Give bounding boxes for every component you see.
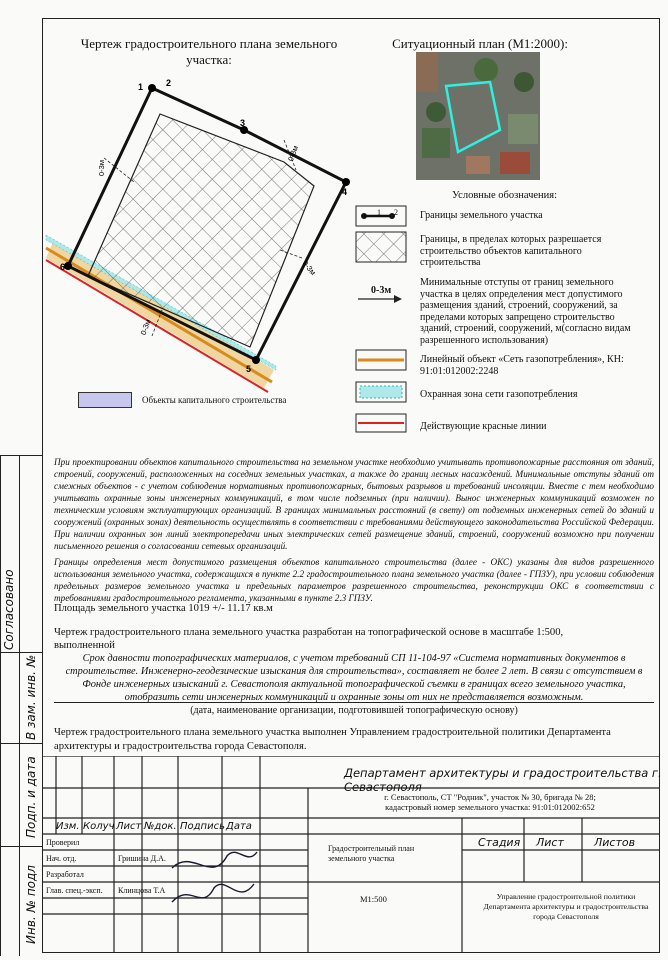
legend-item-5: Охранная зона сети газопотребления [420,389,578,400]
executed-note: Чертеж градостроительного плана земельного участка выполнен Управлением градостроительной политики Департамента архитектуры и градостроительства города Севастополя. [54,727,611,752]
point-label-2: 2 [166,78,172,88]
topo-italic: Срок давности топографических материалов, с учетом требований СП 11-104-97 «Система нормативных документов в строительстве. Инженерно-геодезические изыскания для строительства», составляет не более 2 лет. В связи с отсутствием в Фонде инженерных изысканий г. Севастополя актуальной топографической съемки в границах всего земельного участка, отобразить сети инженерных коммуникаций и охранные зоны от них не представляется возможным. [65,653,643,703]
side-label-sign-date: Подп. и дата [24,756,38,838]
topo-line-2: выполненной [54,640,115,651]
legend-item-1: Границы земельного участка [420,210,543,221]
stamp-name-head: Гришина Д.А. [118,854,166,863]
side-label-agreed: Согласовано [2,569,16,650]
topo-line-1: Чертеж градостроительного плана земельного участка разработан на топографической основе в масштабе 1:500, [54,627,564,638]
stamp-col-izm: Изм. [56,821,80,832]
point-label-4: 4 [342,187,348,197]
legend-item-3: Минимальные отступы от границ земельного участка в целях определения мест допустимого размещения зданий, строений, сооружений, за пределами которых запрещено строительство зданий, строений, сооружений, м(согласно видам разрешенного использования) [420,277,631,346]
point-label-5: 5 [246,364,252,374]
stamp-col-list: Лист [116,821,142,832]
stamp-stage: Стадия [478,836,521,849]
legend-item-4: Линейный объект «Сеть газопотребления», КН: 91:01:012002:2248 [420,354,624,377]
stamp-cadastral: кадастровый номер земельного участка: 91:01:012002:652 [385,802,595,812]
stamp-col-koluch: Колуч [83,821,115,832]
point-label-1: 1 [138,82,144,92]
capital-objects-swatch [78,392,132,408]
offset-label-1: 0-3м [97,160,106,176]
stamp-doc-title: Градостроительный план земельного участка [328,844,415,863]
stamp-address: г. Севастополь, СТ "Родник", участок № 30, бригада № 28; [384,792,596,802]
stamp-name-expert: Клинцова Т.А [118,886,166,895]
legend-symbol-1: 1 [377,208,381,217]
stamp-sheet: Лист [536,836,564,849]
situation-title: Ситуационный план (М1:2000): [392,36,568,51]
topo-underline [54,702,654,703]
stamp-col-date: Дата [226,821,252,832]
stamp-org-header: Департамент архитектуры и градостроительства г. Севастополя [344,766,662,794]
stamp-role-checked: Проверил [46,838,80,847]
point-label-3: 3 [240,118,246,128]
side-label-replacement: В зам. инв. № [24,654,38,740]
note-paragraph-1: При проектировании объектов капитального строительства на земельном участке необходимо учитывать противопожарные расстояния от зданий, строений, сооружений, расположенных на соседних земельных участках, а также до границ лесных насаждений. Минимальные отступы зданий от смежных объектов - с учетом соблюдения нормативных противопожарных, бытовых разрывов и требований инсоляции. Вместе с тем необходимо учитывать охранные зоны инженерных коммуникаций, в том числе подземных (при наличии). Вынос инженерных коммуникаций возможен по техническим условиям эксплуатирующих организаций. В границах минимальных расстояний (в свету) от подземных инженерных сетей до зданий и сооружений (охранных зонах) деятельность осуществлять в соответствии с требованиями действующего законодательства Российской Федерации. При наличии охранных зон линий электропередачи иных электрических сетей размещение зданий, строений, сооружений возможно при получении письменного решения о согласовании сетевых организаций. [54,457,654,551]
offset-label-2: 0-3м [286,144,300,163]
legend-item-6: Действующие красные линии [420,421,547,432]
stamp-scale: М1:500 [360,894,387,904]
situation-plan-image [416,52,540,180]
legend-symbol-2: 2 [394,208,398,217]
stamp-sheets: Листов [594,836,636,849]
stamp-role-head: Нач. отд. [46,854,77,863]
legend-symbols [354,204,414,434]
drawing-title: Чертеж градостроительного плана земельного участка: [80,36,338,67]
capital-objects-label: Объекты капитального строительства [142,395,287,405]
point-label-6: 6 [60,262,66,272]
topo-caption: (дата, наименование организации, подготовившей топографическую основу) [190,705,518,716]
stamp-role-developed: Разработал [46,870,84,879]
legend-title: Условные обозначения: [452,190,558,201]
plot-area: Площадь земельного участка 1019 +/- 11.17 кв.м [54,603,273,614]
side-label-inventory: Инв. № подл [24,865,38,944]
note-paragraph-2: Границы определения мест допустимого размещения объектов капитального строительства (далее - ОКС) указаны для видов разрешенного использования земельного участка, содержащихся в пункте 2.2 градостроительного плана земельного участка (далее - ГПЗУ), при условии соблюдения предельных размеров земельного участка и предельных параметров разрешенного строительства, реконструкции ОКС в соответствии с требованиями градостроительного регламента, указанными в пункте 2.3 ГПЗУ. [54,557,654,603]
stamp-org-footer: Управление градостроительной политики Департамента архитектуры и градостроительства города Севастополя [483,892,649,921]
legend-offset-symbol: 0-3м [371,285,392,296]
offset-label-3: 0-3м [300,258,318,277]
stamp-role-expert: Глав. спец.-эксп. [46,886,103,895]
stamp-col-ndoc: №док. [144,821,177,832]
offset-label-4: 0-3м [138,318,153,337]
legend-item-2: Границы, в пределах которых разрешается строительство объектов капитального строительства [420,234,602,268]
stamp-col-sign: Подпись [180,821,225,832]
